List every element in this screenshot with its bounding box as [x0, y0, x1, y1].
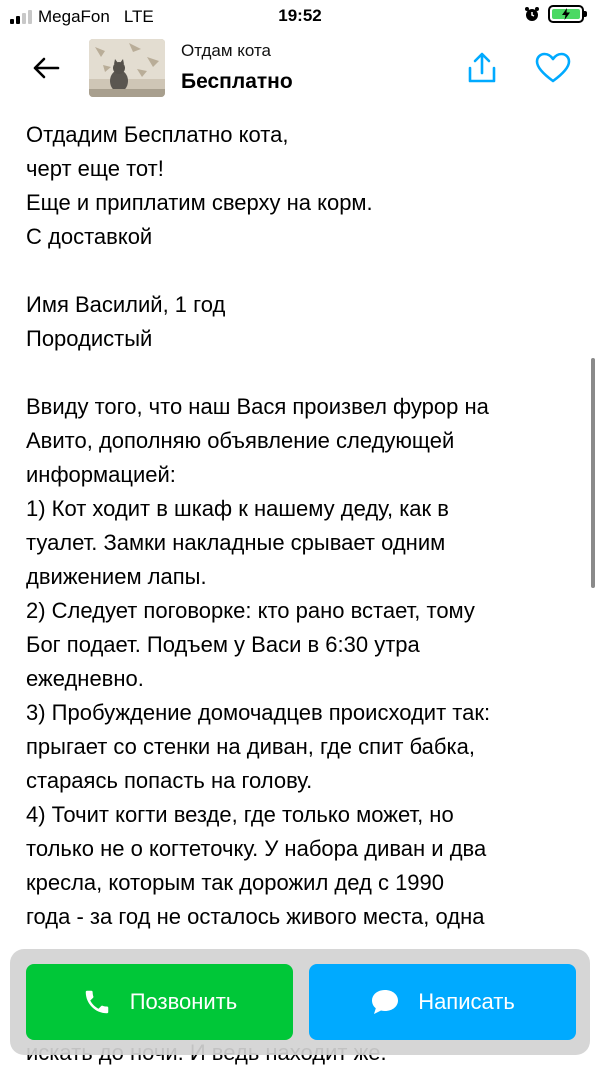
- phone-icon: [82, 987, 112, 1017]
- description-line: Породистый: [26, 326, 153, 351]
- listing-price: Бесплатно: [181, 70, 293, 93]
- description-line: 1) Кот ходит в шкаф к нашему деду, как в: [26, 496, 449, 521]
- network-type: LTE: [123, 7, 154, 26]
- status-right: [524, 5, 584, 23]
- contact-action-bar: [10, 949, 590, 1055]
- description-line: Бог подает. Подъем у Васи в 6:30 утра: [26, 632, 420, 657]
- listing-thumbnail[interactable]: [89, 39, 165, 97]
- share-button[interactable]: [462, 48, 502, 88]
- listing-category: Отдам кота: [181, 41, 271, 60]
- description-line: туалет. Замки накладные срывает одним: [26, 530, 446, 555]
- description-line: Ввиду того, что наш Вася произвел фурор на: [26, 394, 489, 419]
- chat-bubble-icon: [370, 988, 400, 1016]
- heart-icon: [535, 52, 571, 84]
- description-line: информацией:: [26, 462, 176, 487]
- description-line: С доставкой: [26, 224, 153, 249]
- description-line: Имя Василий, 1 год: [26, 292, 226, 317]
- description-line: движением лапы.: [26, 564, 207, 589]
- listing-description: [26, 118, 571, 1066]
- description-line: Отдадим Бесплатно кота,: [26, 122, 289, 147]
- cat-photo-icon: [89, 39, 165, 97]
- arrow-left-icon: [32, 56, 60, 80]
- scrollbar[interactable]: [591, 358, 595, 588]
- share-icon: [466, 51, 498, 85]
- favorite-button[interactable]: [532, 48, 574, 88]
- status-time: 19:52: [278, 6, 322, 25]
- battery-icon: [548, 5, 584, 23]
- description-line: [26, 356, 571, 390]
- message-button[interactable]: [309, 964, 576, 1040]
- description-line: ежедневно.: [26, 666, 144, 691]
- back-button[interactable]: [26, 48, 66, 88]
- listing-header: [0, 34, 600, 102]
- status-bar: [0, 0, 600, 34]
- description-line: черт еще тот!: [26, 156, 164, 181]
- call-button[interactable]: [26, 964, 293, 1040]
- description-line: кресла, которым так дорожил дед с 1990: [26, 870, 445, 895]
- description-line: [26, 254, 571, 288]
- call-button-label: Позвонить: [129, 989, 238, 1014]
- description-line: Авито, дополняю объявление следующей: [26, 428, 455, 453]
- description-line: 2) Следует поговорке: кто рано встает, тому: [26, 598, 475, 623]
- message-button-label: Написать: [418, 989, 515, 1014]
- description-line: года - за год не осталось живого места, одна: [26, 904, 485, 929]
- description-line: 3) Пробуждение домочадцев происходит так:: [26, 700, 491, 725]
- description-line: только не о когтеточку. У набора диван и два: [26, 836, 487, 861]
- carrier-name: MegaFon: [38, 7, 110, 26]
- description-line: Еще и приплатим сверху на корм.: [26, 190, 373, 215]
- charging-bolt-icon: [561, 8, 571, 20]
- description-line: 4) Точит когти везде, где только может, но: [26, 802, 454, 827]
- description-line: прыгает со стенки на диван, где спит бабка,: [26, 734, 475, 759]
- description-line: стараясь попасть на голову.: [26, 768, 313, 793]
- alarm-icon: [524, 6, 540, 22]
